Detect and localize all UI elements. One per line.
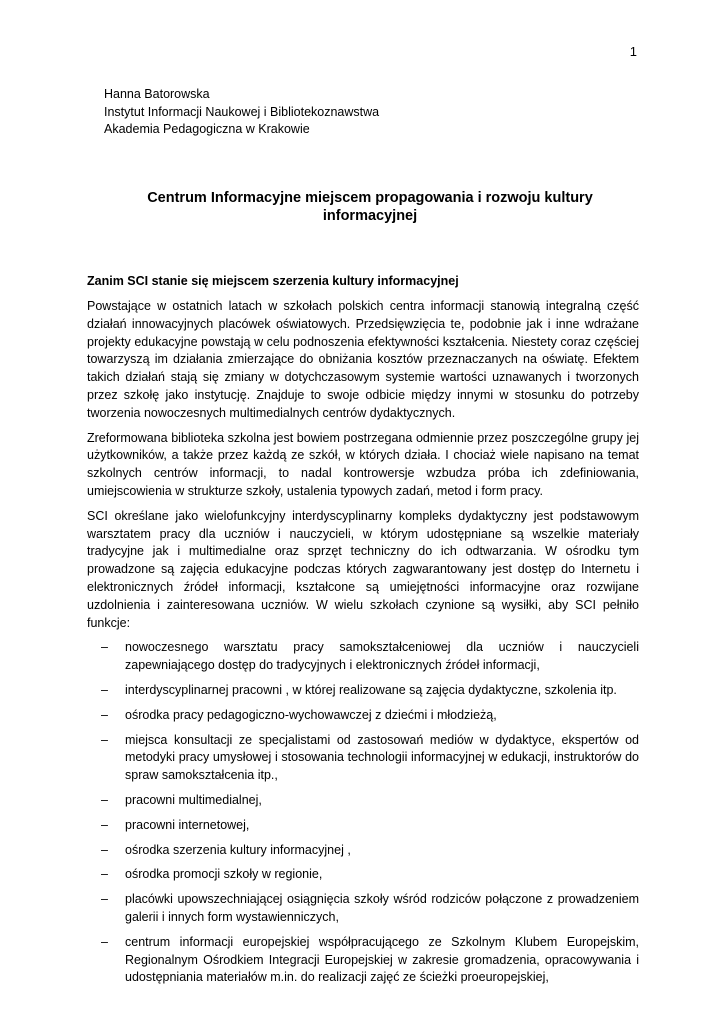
list-item-text: ośrodka pracy pedagogiczno-wychowawczej z dziećmi i młodzieżą, <box>125 707 497 722</box>
author-name: Hanna Batorowska <box>104 87 210 101</box>
list-item <box>87 639 639 675</box>
section-heading: Zanim SCI stanie się miejscem szerzenia kultury informacyjnej <box>87 274 459 288</box>
list-item-text: ośrodka szerzenia kultury informacyjnej , <box>125 842 351 857</box>
list-item-text: centrum informacji europejskiej współpracującego ze Szkolnym Klubem Europejskim, Regionalnym Ośrodkiem Integracji Europejskiej w zakresie gromadzenia, opracowywania i udostępniania materiałów m.in. do realizacji zajęć ze ścieżki proeuropejskiej, <box>125 934 639 985</box>
list-item-text: placówki upowszechniającej osiągnięcia szkoły wśród rodziców połączone z prowadzeniem galerii i innych form wystawienniczych, <box>125 892 639 924</box>
list-item <box>87 866 639 884</box>
author-academy: Akademia Pedagogiczna w Krakowie <box>104 122 310 136</box>
document-title: Centrum Informacyjne miejscem propagowania i rozwoju kultury informacyjnej <box>147 190 593 224</box>
list-item <box>87 934 639 987</box>
dash-bullet-icon: – <box>101 842 108 857</box>
dash-bullet-icon: – <box>101 892 108 907</box>
dash-bullet-icon: – <box>101 867 108 882</box>
dash-bullet-icon: – <box>101 640 108 655</box>
list-item <box>87 682 639 700</box>
list-item-text: interdyscyplinarnej pracowni , w której realizowane są zajęcia dydaktyczne, szkolenia itp. <box>125 682 617 697</box>
dash-bullet-icon: – <box>101 817 108 832</box>
page-number: 1 <box>629 44 637 59</box>
list-item-text: miejsca konsultacji ze specjalistami od zastosowań mediów w dydaktyce, ekspertów od metodyki pracy umysłowej i stosowania technologii informacyjnej w edukacji, instruktorów do spraw samokształcenia itp., <box>125 732 639 783</box>
dash-bullet-icon: – <box>101 732 108 747</box>
list-item <box>87 732 639 785</box>
list-item <box>87 817 639 835</box>
list-item <box>87 792 639 810</box>
dash-bullet-icon: – <box>101 682 108 697</box>
document-body <box>87 298 639 994</box>
paragraph: SCI określane jako wielofunkcyjny interdyscyplinarny kompleks dydaktyczny jest podstawowym warsztatem pracy dla uczniów i nauczycieli, w którym udostępniane są wszelkie materiały tradycyjne jak i multimedialne oraz sprzęt techniczny do ich odtwarzania. W ośrodku tym prowadzone są zajęcia edukacyjne podczas których zagwarantowany jest dostęp do Internetu i elektronicznych źródeł informacji, kształcone są umiejętności informacyjne oraz rozwijane uzdolnienia i zainteresowana uczniów. W wielu szkołach czynione są wysiłki, aby SCI pełniło funkcje: <box>87 508 639 630</box>
list-item <box>87 842 639 860</box>
list-item <box>87 891 639 927</box>
list-item <box>87 707 639 725</box>
functions-list <box>87 639 639 987</box>
list-item-text: pracowni internetowej, <box>125 817 250 832</box>
author-block <box>104 86 379 139</box>
list-item-text: pracowni multimedialnej, <box>125 792 262 807</box>
author-institute: Instytut Informacji Naukowej i Bibliotekoznawstwa <box>104 104 380 119</box>
list-item-text: nowoczesnego warsztatu pracy samokształceniowej dla uczniów i nauczycieli zapewniającego dostęp do tradycyjnych i elektronicznych źródeł informacji, <box>125 640 639 673</box>
list-item-text: ośrodka promocji szkoły w regionie, <box>125 867 323 882</box>
dash-bullet-icon: – <box>101 707 108 722</box>
dash-bullet-icon: – <box>101 792 108 807</box>
paragraph: Zreformowana biblioteka szkolna jest bowiem postrzegana odmiennie przez poszczególne grupy jej użytkowników, a także przez każdą ze szkół, w których działa. I chociaż wiele napisano na temat szkolnych centrów informacji, to nadal kontrowersje wzbudza próba ich zdefiniowania, umiejscowienia w strukturze szkoły, ustalenia typowych zadań, metod i form pracy. <box>87 430 639 498</box>
paragraph: Powstające w ostatnich latach w szkołach polskich centra informacji stanowią integralną część działań innowacyjnych placówek oświatowych. Przedsięwzięcia te, podobnie jak i inne wdrażane projekty edukacyjne powstają w celu podnoszenia efektywności kształcenia. Niestety coraz częściej towarzyszą im działania zmierzające do obniżania kosztów przeznaczanych na oświatę. Efektem takich działań stają się zmiany w dotychczasowym systemie wartości uznawanych i tworzonych przez szkołę jako instytucję. Znajduje to swoje odbicie między innymi w stosunku do potrzeby tworzenia nowoczesnych multimedialnych centrów dydaktycznych. <box>87 299 639 420</box>
dash-bullet-icon: – <box>101 934 108 949</box>
